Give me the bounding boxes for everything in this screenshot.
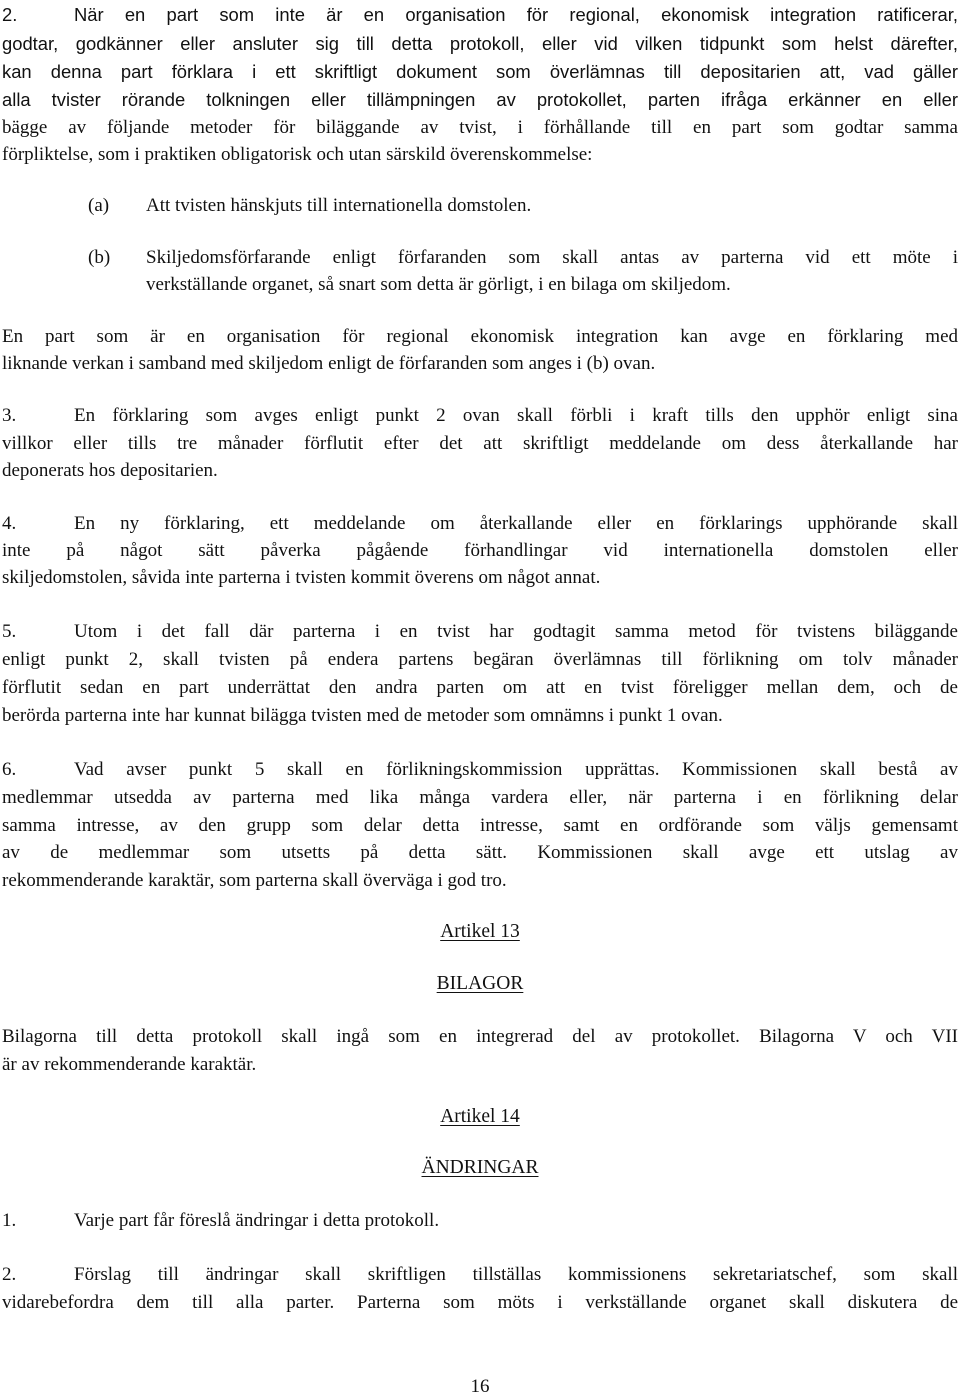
- paragraph-line: En part som är en organisation för regional ekonomisk integration kan avge en förklaring med: [2, 326, 958, 347]
- paragraph-line: rekommenderande karaktär, som parterna skall överväga i god tro.: [2, 870, 507, 891]
- paragraph-line: 5. Utom i det fall där parterna i en tvist har godtagit samma metod för tvistens biläggande: [2, 619, 958, 645]
- paragraph-line: förpliktelse, som i praktiken obligatorisk och utan särskild överenskommelse:: [2, 144, 593, 165]
- paragraph-number: 4.: [2, 513, 17, 534]
- page-number: 16: [470, 1376, 490, 1397]
- paragraph-line: villkor eller tills tre månader förflutit efter det att skriftligt meddelande om dess återkallande har: [2, 433, 958, 454]
- paragraph-number: 3.: [2, 405, 17, 426]
- paragraph-line: berörda parterna inte har kunnat bilägga tvisten med de metoder som omnämns i punkt 1 ovan.: [2, 705, 723, 726]
- paragraph-number: 6.: [2, 759, 17, 780]
- paragraph-number: 2.: [2, 1264, 17, 1285]
- list-text: Att tvisten hänskjuts till internationella domstolen.: [146, 195, 532, 216]
- paragraph-number: 2.: [2, 4, 18, 25]
- paragraph-line: inte på något sätt påverka pågående förhandlingar vid internationella domstolen eller: [2, 540, 958, 561]
- article-14-subtitle: ÄNDRINGAR: [421, 1157, 539, 1178]
- paragraph-line: av de medlemmar som utsetts på detta sätt. Kommissionen skall avge ett utslag av: [2, 842, 958, 863]
- paragraph-line: förflutit sedan en part underrättat den andra parten om att en tvist föreligger mellan dem, och de: [2, 677, 958, 698]
- article-14-title: Artikel 14: [440, 1106, 520, 1127]
- paragraph-line: alla tvister rörande tolkningen eller tillämpningen av protokollet, parten ifråga erkänner en eller: [2, 89, 958, 110]
- list-text: Skiljedomsförfarande enligt förfaranden som skall antas av parterna vid ett möte i: [146, 247, 958, 268]
- paragraph-number: 1.: [2, 1210, 17, 1231]
- list-text: verkställande organet, så snart som detta är görligt, i en bilaga om skiljedom.: [146, 274, 731, 295]
- paragraph-line: kan denna part förklara i ett skriftligt dokument som överlämnas till depositarien att, vad gäller: [2, 61, 958, 82]
- paragraph-line: deponerats hos depositarien.: [2, 460, 218, 481]
- paragraph-line: liknande verkan i samband med skiljedom enligt de förfaranden som anges i (b) ovan.: [2, 353, 656, 374]
- paragraph-line: bägge av följande metoder för biläggande av tvist, i förhållande till en part som godtar samma: [2, 117, 958, 138]
- article-13-title: Artikel 13: [440, 921, 520, 942]
- paragraph-line: godtar, godkänner eller ansluter sig till detta protokoll, eller vid vilken tidpunkt som helst därefter,: [2, 33, 958, 54]
- article-13-subtitle: BILAGOR: [436, 973, 524, 994]
- paragraph-line: 1. Varje part får föreslå ändringar i detta protokoll.: [2, 1208, 958, 1234]
- paragraph-line: 2. Förslag till ändringar skall skriftligen tillställas kommissionens sekretariatschef, som skall: [2, 1262, 958, 1288]
- paragraph-line: skiljedomstolen, såvida inte parterna i tvisten kommit överens om något annat.: [2, 567, 601, 588]
- paragraph-line: vidarebefordra dem till alla parter. Parterna som möts i verkställande organet skall diskutera de: [2, 1292, 958, 1313]
- document-page: [2, 0, 958, 1399]
- paragraph-line: Bilagorna till detta protokoll skall ingå som en integrerad del av protokollet. Bilagorna V och VII: [2, 1026, 958, 1047]
- paragraph-line: 3. En förklaring som avges enligt punkt 2 ovan skall förbli i kraft tills den upphör enligt sina: [2, 403, 958, 429]
- paragraph-line: 6. Vad avser punkt 5 skall en förlikningskommission upprättas. Kommissionen skall bestå av: [2, 757, 958, 783]
- paragraph-line: enligt punkt 2, skall tvisten på endera partens begäran överlämnas till förlikning om tolv månader: [2, 649, 958, 670]
- paragraph-line: samma intresse, av den grupp som delar detta intresse, samt en ordförande som väljs gemensamt: [2, 815, 958, 836]
- paragraph-line: är av rekommenderande karaktär.: [2, 1054, 257, 1075]
- paragraph-line: medlemmar utsedda av parterna med lika många vardera eller, när parterna i en förlikning delar: [2, 787, 958, 808]
- paragraph-number: 5.: [2, 621, 17, 642]
- paragraph-line: 4. En ny förklaring, ett meddelande om återkallande eller en förklarings upphörande skall: [2, 511, 958, 537]
- list-label: (b): [88, 247, 111, 268]
- list-label: (a): [88, 195, 110, 216]
- paragraph-line: 2. När en part som inte är en organisation för regional, ekonomisk integration ratificerar,: [2, 2, 958, 28]
